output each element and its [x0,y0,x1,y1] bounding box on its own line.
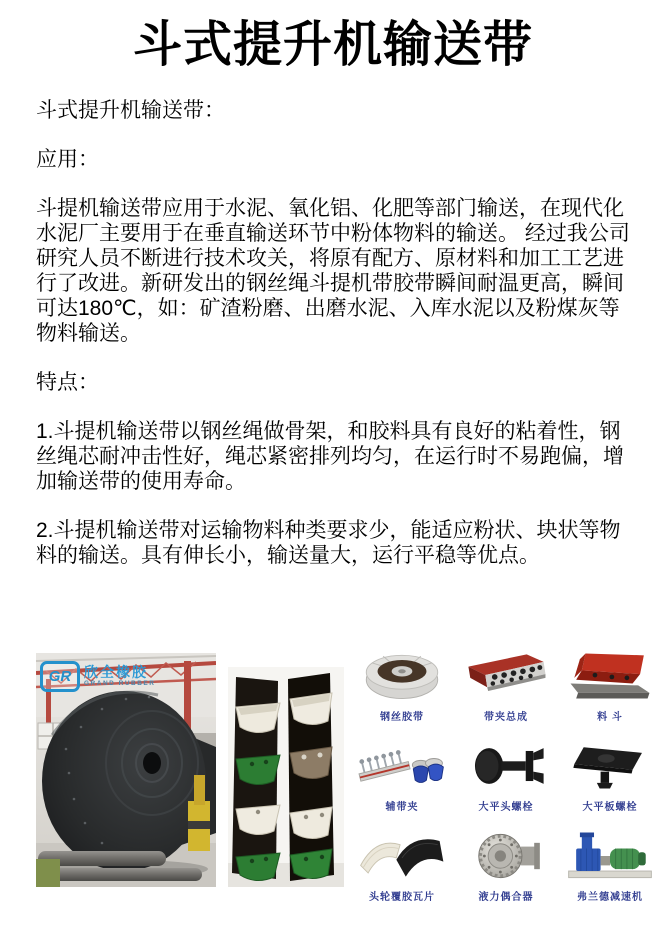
gr-logo-icon: GR [40,661,80,692]
auxiliary-belt-clamp-image [355,739,449,793]
bucket-belt-image [228,667,344,887]
flat-plate-bolt-image [563,739,657,793]
grid-row-3 [350,829,664,903]
application-paragraph: 斗提机输送带应用于水泥、氧化铝、化肥等部门输送，在现代化水泥厂主要用于在垂直输送环节中粉体物料的输送。 经过我公司研究人员不断进行技术攻关，将原有配方、原材料和加工工艺进行了改进。新研发出的钢丝绳斗提机带胶带瞬间耐温更高，瞬间可达180℃，如：矿渣粉磨、出磨水泥、入库水泥以及粉煤灰等物料输送。 [36,197,630,345]
product-cell [350,649,454,723]
product-cell [558,739,662,813]
product-caption: 钢丝胶带 [380,712,424,723]
product-caption: 大平板螺栓 [582,802,638,813]
grid-row-2 [350,739,664,813]
feature-item-2: 2.斗提机输送带对运输物料种类要求少，能适应粉状、块状等物料的输送。具有伸长小，输送量大，运行平稳等优点。 [36,519,621,567]
brand-name-cn: 欣全橡胶 [84,664,148,681]
product-caption: 料 斗 [597,712,623,723]
product-cell [350,739,454,813]
feature-item-1: 1.斗提机输送带以钢丝绳做骨架，和胶料具有良好的粘着性，钢丝绳芯耐冲击性好，绳芯紧密排列均匀，在运行时不易跑偏，增加输送带的使用寿命。 [36,420,624,493]
document-body [0,98,666,568]
product-cell [454,649,558,723]
pulley-lagging-tiles-image [355,829,449,883]
product-cell [558,649,662,723]
flat-head-bolt-image [459,739,553,793]
product-caption: 液力偶合器 [478,892,534,903]
product-caption: 弗兰德减速机 [577,892,643,903]
bucket-belt-photo [228,667,344,887]
steel-cord-belt-roll-image [355,649,449,703]
brand-name-en: GRAND RUBBER [84,680,156,688]
product-cell [454,829,558,903]
product-caption: 辅带夹 [385,802,419,813]
fluid-coupling-image [459,829,553,883]
page-title: 斗式提升机输送带 [132,18,533,72]
product-caption: 头轮覆胶瓦片 [369,892,435,903]
accessory-grid [350,649,664,919]
belt-clamp-assembly-image [459,649,553,703]
product-caption: 带夹总成 [484,712,528,723]
grid-row-1 [350,649,664,723]
product-caption: 大平头螺栓 [478,802,534,813]
brand-logo [40,661,155,692]
product-gallery [0,645,666,905]
belt-roll-factory-photo [36,653,216,887]
hopper-image [563,649,657,703]
application-heading: 应用： [36,148,99,171]
gear-reducer-image [563,829,657,883]
intro-line: 斗式提升机输送带： [36,99,225,122]
features-heading: 特点： [36,371,99,394]
product-cell [558,829,662,903]
product-cell [350,829,454,903]
product-cell [454,739,558,813]
